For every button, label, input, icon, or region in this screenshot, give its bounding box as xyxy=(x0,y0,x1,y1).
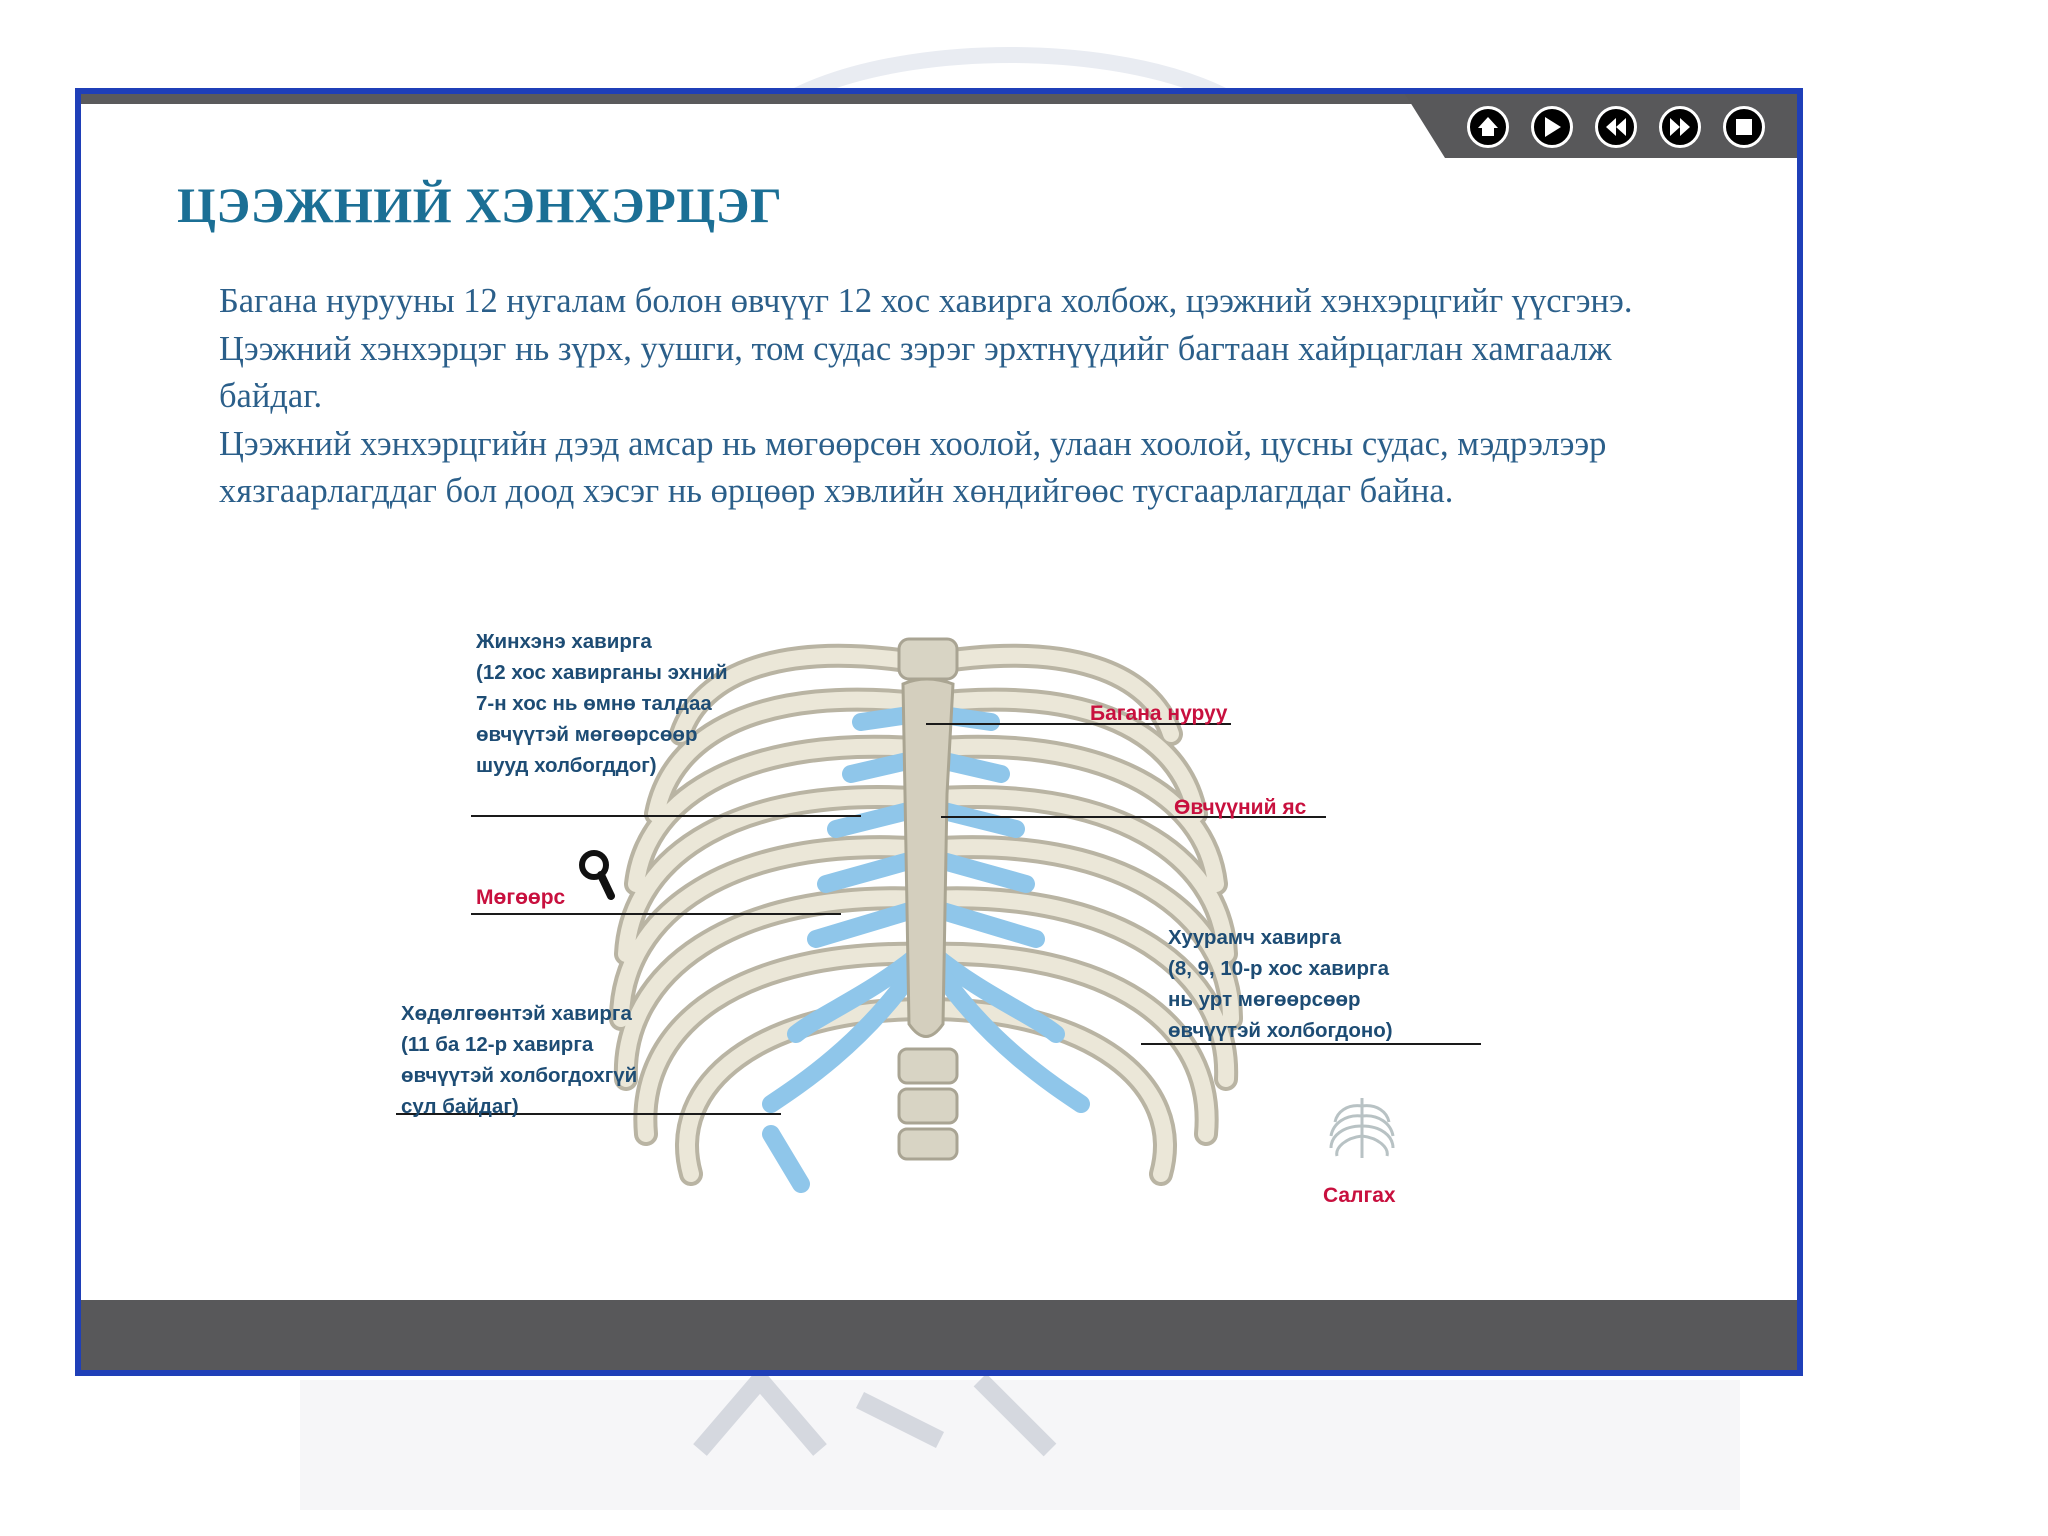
play-icon xyxy=(1534,109,1570,145)
navigation-toolbar xyxy=(1405,94,1797,158)
stop-button[interactable] xyxy=(1723,106,1765,148)
paragraph-rib-cage-definition: Багана нурууны 12 нугалам болон өвчүүг 12 хос хавирга холбож, цээжний хэнхэрцгийг үүсгэнэ. xyxy=(219,282,1633,320)
sternum xyxy=(903,679,953,1037)
label-true-ribs: Жинхэнэ хавирга (12 хос хавирганы эхний 7-н хос нь өмнө талдаа өвчүүтэй мөгөөрсөөр шууд холбогддог) xyxy=(476,630,728,777)
fast-forward-icon xyxy=(1662,109,1698,145)
rewind-button[interactable] xyxy=(1595,106,1637,148)
slide-title: ЦЭЭЖНИЙ ХЭНХЭРЦЭГ xyxy=(177,177,783,233)
fast-forward-button[interactable] xyxy=(1659,106,1701,148)
label-spine: Багана нуруу xyxy=(1090,702,1228,725)
slide-window xyxy=(75,88,1803,1376)
slide-bottom-bar xyxy=(81,1300,1797,1370)
home-icon xyxy=(1470,109,1506,145)
label-sternum: Өвчүүний яс xyxy=(1174,796,1307,819)
separate-toggle-label[interactable]: Салгах xyxy=(1323,1184,1396,1207)
home-button[interactable] xyxy=(1467,106,1509,148)
stop-icon xyxy=(1726,109,1762,145)
spine xyxy=(899,639,957,1159)
paragraph-rib-cage-protection: Цээжний хэнхэрцэг нь зүрх, уушги, том судас зэрэг эрхтнүүдийг багтаан хайрцаглан хамгаалж байдаг. xyxy=(219,329,1612,415)
paragraph-rib-cage-openings: Цээжний хэнхэрцгийн дээд амсар нь мөгөөрсөн хоолой, улаан хоолой, цусны судас, мэдрэлээр хязгаарлагддаг бол доод хэсэг нь өрцөөр хэвлийн хөндийгөөс тусгаарлагддаг байна. xyxy=(219,424,1607,510)
slide-body-text xyxy=(219,278,1659,516)
magnifier-icon[interactable] xyxy=(577,848,619,900)
label-floating-ribs: Хөдөлгөөнтэй хавирга (11 ба 12-р хавирга өвчүүтэй холбогдохгүй сул байдаг) xyxy=(401,1002,638,1118)
next-button[interactable] xyxy=(1531,106,1573,148)
label-false-ribs: Хуурамч хавирга (8, 9, 10-р хос хавирга нь урт мөгөөрсөөр өвчүүтэй холбогдоно) xyxy=(1168,926,1393,1042)
costal-cartilage xyxy=(771,714,1081,1184)
label-cartilage: Мөгөөрс xyxy=(476,886,566,909)
rewind-icon xyxy=(1598,109,1634,145)
rib-cage-thumbnail-icon[interactable] xyxy=(1319,1092,1405,1166)
